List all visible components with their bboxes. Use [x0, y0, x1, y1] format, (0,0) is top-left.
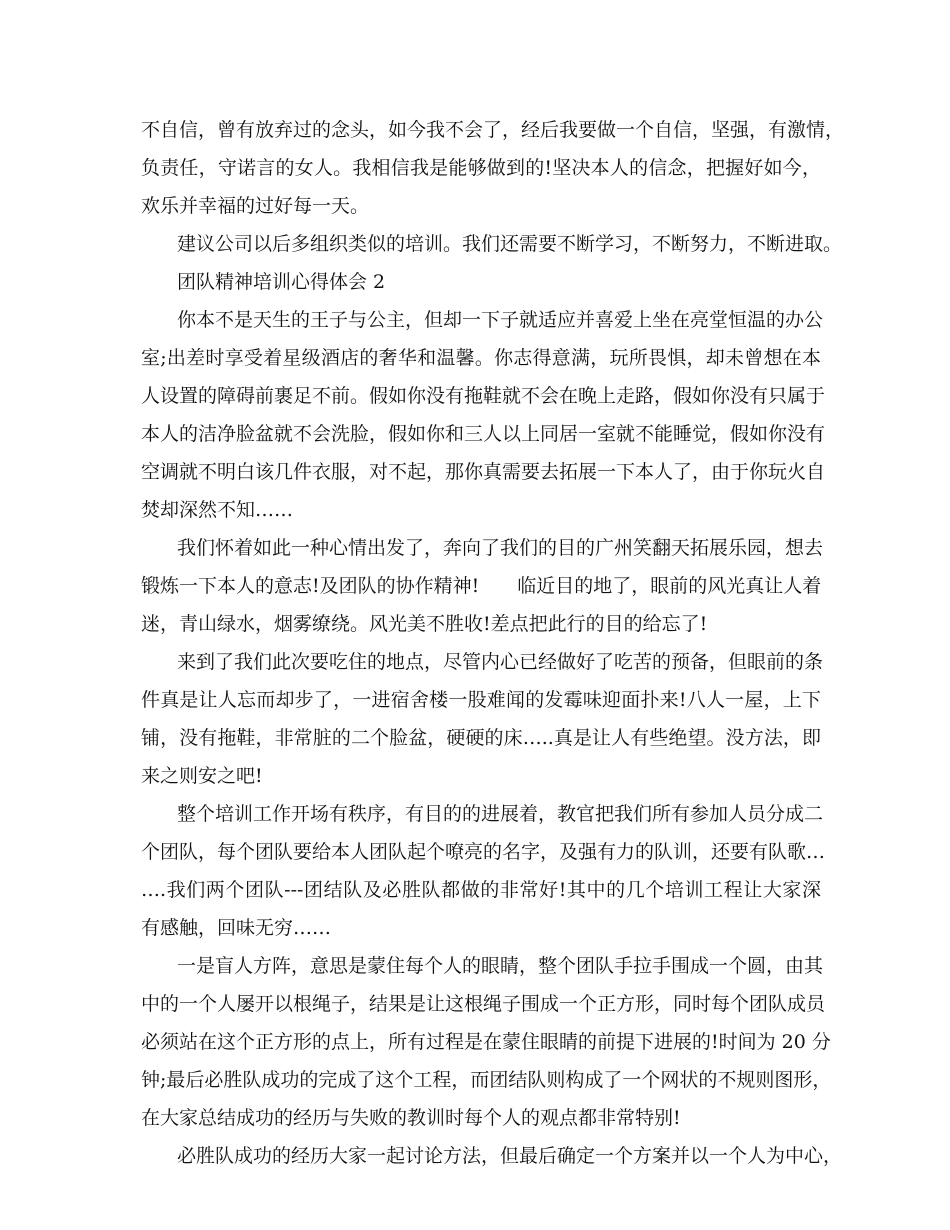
text-line: 焚却深然不知……	[141, 499, 294, 521]
text-line: 有感触，回味无穷……	[141, 917, 332, 939]
text-line: 锻炼一下本人的意志!及团队的协作精神! 临近目的地了，眼前的风光真让人着	[141, 575, 822, 597]
text-line: 一是盲人方阵，意思是蒙住每个人的眼睛，整个团队手拉手围成一个圆，由其	[177, 955, 824, 977]
text-line: 迷，青山绿水，烟雾缭绕。风光美不胜收!差点把此行的目的给忘了!	[141, 613, 708, 635]
text-line: 你本不是天生的王子与公主，但却一下子就适应并喜爱上坐在亮堂恒温的办公	[177, 309, 824, 331]
text-line: 来之则安之吧!	[141, 765, 263, 787]
section-heading: 团队精神培训心得体会 2	[177, 271, 386, 293]
text-line: 整个培训工作开场有秩序，有目的的进展着，教官把我们所有参加人员分成二	[177, 803, 824, 825]
text-line: 铺，没有拖鞋，非常脏的二个脸盆，硬硬的床…..真是让人有些绝望。没方法，即	[141, 727, 821, 749]
text-line: 本人的洁净脸盆就不会洗脸，假如你和三人以上同居一室就不能睡觉，假如你没有	[141, 423, 826, 445]
text-line: 不自信，曾有放弃过的念头，如今我不会了，经后我要做一个自信，坚强，有激情，	[141, 119, 845, 141]
text-line: 必胜队成功的经历大家一起讨论方法，但最后确定一个方案并以一个人为中心，	[177, 1145, 843, 1167]
text-line: 在大家总结成功的经历与失败的教训时每个人的观点都非常特别!	[141, 1107, 681, 1129]
text-line: 建议公司以后多组织类似的培训。我们还需要不断学习，不断努力，不断进取。	[177, 233, 843, 255]
text-line: 空调就不明白该几件衣服，对不起，那你真需要去拓展一下本人了，由于你玩火自	[141, 461, 826, 483]
text-line: 中的一个人屡开以根绳子，结果是让这根绳子围成一个正方形，同时每个团队成员	[141, 993, 826, 1015]
text-line: 负责任，守诺言的女人。我相信我是能够做到的!坚决本人的信念，把握好如今，	[141, 157, 821, 179]
text-line: 个团队，每个团队要给本人团队起个嘹亮的名字，及强有力的队训，还要有队歌…	[141, 841, 826, 863]
text-line: 必须站在这个正方形的点上，所有过程是在蒙住眼睛的前提下进展的!时间为 20 分	[141, 1031, 831, 1053]
text-line: 钟;最后必胜队成功的完成了这个工程，而团结队则构成了一个网状的不规则图形，	[141, 1069, 832, 1091]
text-line: 室;出差时享受着星级酒店的奢华和温馨。你志得意满，玩所畏惧，却未曾想在本	[141, 347, 821, 369]
text-line: 来到了我们此次要吃住的地点，尽管内心已经做好了吃苦的预备，但眼前的条	[177, 651, 824, 673]
text-line: 人设置的障碍前裹足不前。假如你没有拖鞋就不会在晚上走路，假如你没有只属于	[141, 385, 826, 407]
text-line: 件真是让人忘而却步了，一进宿舍楼一股难闻的发霉味迎面扑来!八人一屋，上下	[141, 689, 821, 711]
text-line: 欢乐并幸福的过好每一天。	[141, 195, 370, 217]
text-line: 我们怀着如此一种心情出发了，奔向了我们的目的广州笑翻天拓展乐园，想去	[177, 537, 824, 559]
text-line: ….我们两个团队---团结队及必胜队都做的非常好!其中的几个培训工程让大家深	[141, 879, 821, 901]
